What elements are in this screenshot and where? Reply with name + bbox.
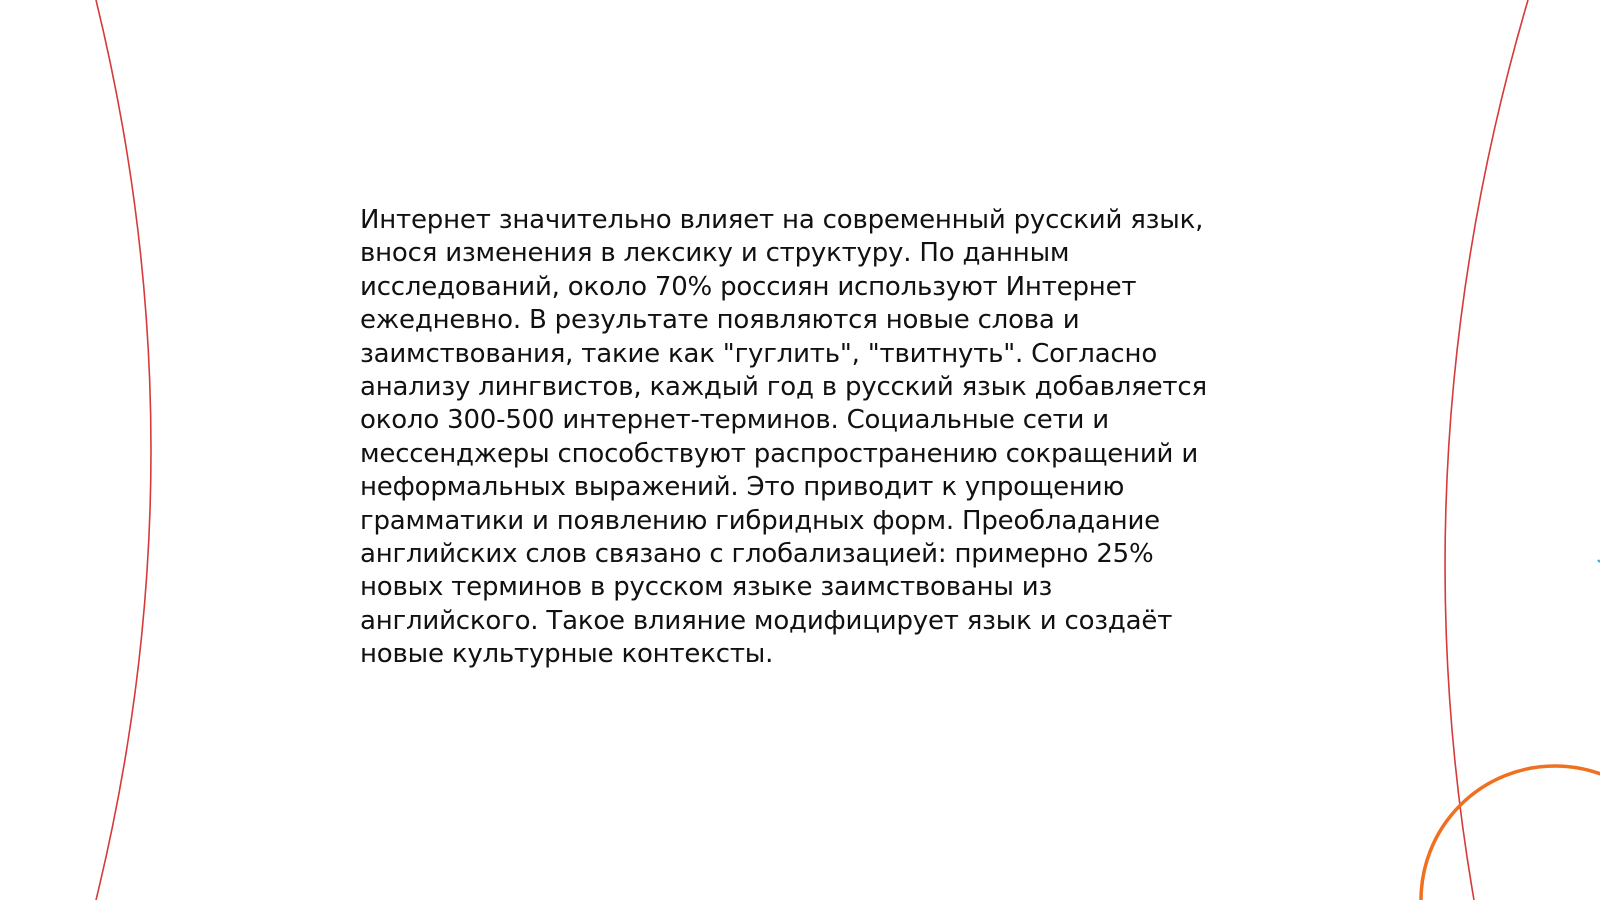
slide-body-text: Интернет значительно влияет на современный русский язык, внося изменения в лексику и структуру. По данным исследований, около 70% россиян используют Интернет ежедневно. В результате появляются новые слова и заимствования, такие как "гуглить", "твитнуть". Согласно анализу лингвистов, каждый год в русский язык добавляется около 300-500 интернет-терминов. Социальные сети и мессенджеры способствуют распространению сокращений и неформальных выражений. Это приводит к упрощению грамматики и появлению гибридных форм. Преобладание английских слов связано с глобализацией: примерно 25% новых терминов в русском языке заимствованы из английского. Такое влияние модифицирует язык и создаёт новые культурные контексты. (360, 205, 1207, 670)
left-arc-curve (96, 0, 151, 900)
right-arc-curve (1445, 0, 1528, 900)
orange-ring-shape (1421, 766, 1600, 900)
